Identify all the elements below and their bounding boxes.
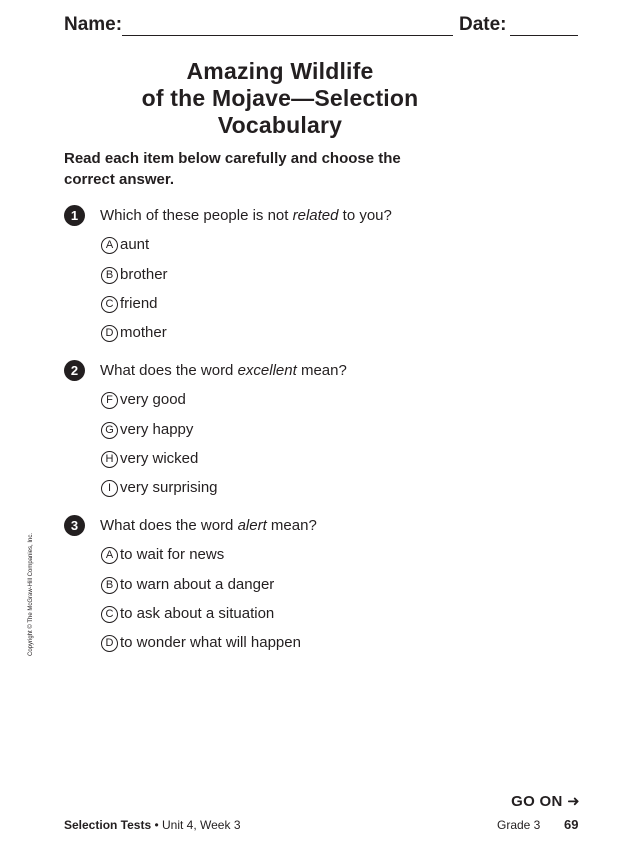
title-line-1: Amazing Wildlife bbox=[186, 58, 374, 84]
answer-bubble[interactable]: H bbox=[101, 451, 118, 468]
page-number: 69 bbox=[564, 817, 579, 832]
footer-series bbox=[64, 818, 241, 832]
header bbox=[64, 14, 580, 40]
arrow-right-icon: ➜ bbox=[567, 793, 580, 810]
question-number: 3 bbox=[64, 515, 85, 536]
answer-bubble[interactable]: D bbox=[101, 325, 118, 342]
answer-option[interactable] bbox=[101, 632, 301, 653]
answer-bubble[interactable]: A bbox=[101, 547, 118, 564]
answer-text: very surprising bbox=[120, 479, 218, 496]
answer-option[interactable] bbox=[101, 448, 198, 469]
answer-option[interactable] bbox=[101, 389, 186, 410]
answer-option[interactable] bbox=[101, 419, 193, 440]
answer-text: very wicked bbox=[120, 450, 199, 467]
answer-bubble[interactable]: C bbox=[101, 296, 118, 313]
answer-bubble[interactable]: B bbox=[101, 577, 118, 594]
answer-option[interactable] bbox=[101, 477, 218, 498]
answer-text: to wonder what will happen bbox=[120, 634, 301, 651]
answer-bubble[interactable]: C bbox=[101, 606, 118, 623]
unit-label: • Unit 4, Week 3 bbox=[151, 818, 241, 832]
answer-text: aunt bbox=[120, 236, 150, 253]
answer-bubble[interactable]: B bbox=[101, 267, 118, 284]
go-on-indicator bbox=[511, 792, 580, 810]
question-text: What does the word excellent mean? bbox=[100, 362, 347, 379]
answer-option[interactable] bbox=[101, 574, 274, 595]
answer-text: very happy bbox=[120, 421, 194, 438]
title-line-2: of the Mojave—Selection bbox=[141, 85, 419, 111]
directions: Read each item below carefully and choose the correct answer. bbox=[64, 150, 401, 188]
answer-text: to warn about a danger bbox=[120, 576, 275, 593]
series-title: Selection Tests bbox=[64, 818, 152, 832]
answer-option[interactable] bbox=[101, 322, 167, 343]
answer-bubble[interactable]: I bbox=[101, 480, 118, 497]
answer-text: mother bbox=[120, 324, 167, 341]
answer-option[interactable] bbox=[101, 234, 149, 255]
question-number: 1 bbox=[64, 205, 85, 226]
question-number: 2 bbox=[64, 360, 85, 381]
title-line-3: Vocabulary bbox=[217, 112, 343, 138]
answer-option[interactable] bbox=[101, 264, 168, 285]
answer-text: very good bbox=[120, 391, 186, 408]
name-label: Name: bbox=[64, 14, 123, 35]
copyright-notice: Copyright © The McGraw-Hill Companies, Inc. bbox=[28, 532, 34, 656]
answer-text: brother bbox=[120, 266, 168, 283]
answer-bubble[interactable]: G bbox=[101, 422, 118, 439]
answer-bubble[interactable]: D bbox=[101, 635, 118, 652]
question-1 bbox=[64, 205, 504, 345]
answer-text: to ask about a situation bbox=[120, 605, 275, 622]
question-2 bbox=[64, 360, 504, 500]
answer-text: friend bbox=[120, 295, 158, 312]
grade-label: Grade 3 bbox=[497, 818, 541, 832]
answer-option[interactable] bbox=[101, 544, 224, 565]
date-line[interactable] bbox=[510, 35, 578, 36]
answer-bubble[interactable]: A bbox=[101, 237, 118, 254]
question-3 bbox=[64, 515, 504, 655]
page-title bbox=[64, 58, 496, 139]
name-line[interactable] bbox=[122, 35, 453, 36]
answer-option[interactable] bbox=[101, 293, 158, 314]
answer-text: to wait for news bbox=[120, 546, 225, 563]
question-text: Which of these people is not related to you? bbox=[100, 207, 392, 224]
go-on-label: GO ON bbox=[511, 793, 563, 810]
answer-option[interactable] bbox=[101, 603, 274, 624]
answer-bubble[interactable]: F bbox=[101, 392, 118, 409]
date-label: Date: bbox=[459, 14, 507, 35]
question-text: What does the word alert mean? bbox=[100, 517, 317, 534]
